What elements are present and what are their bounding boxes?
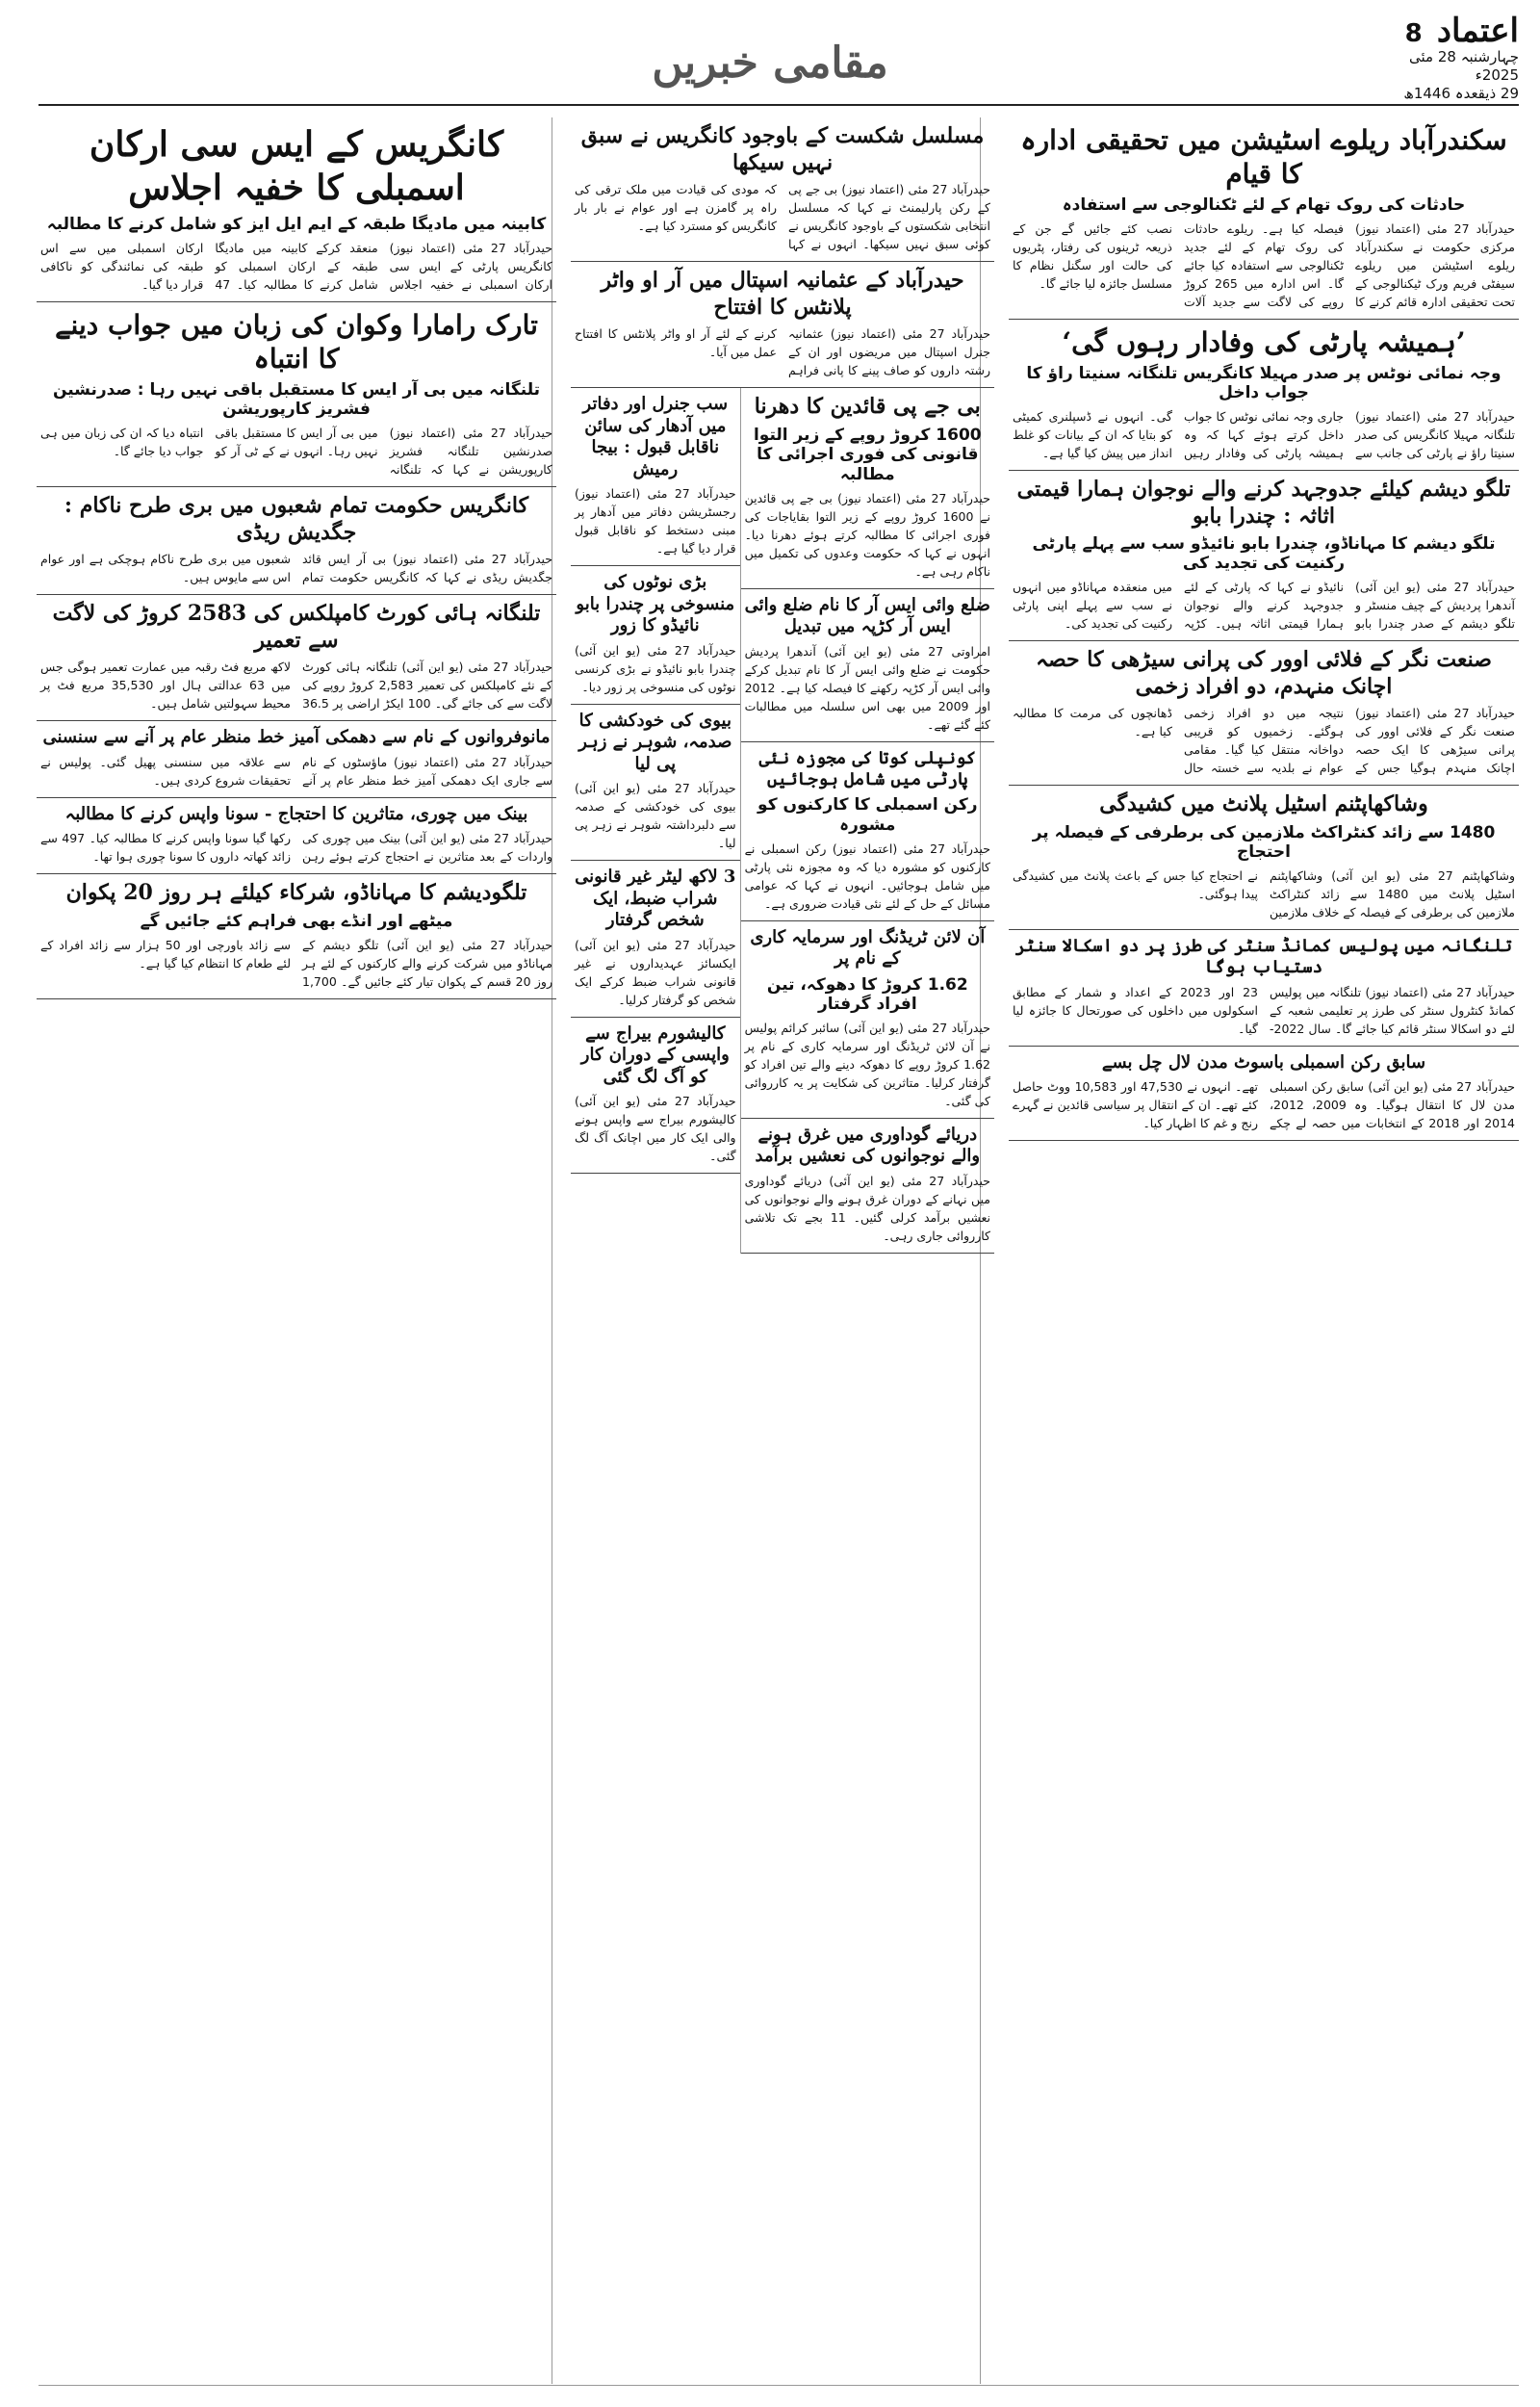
- article-body: حیدرآباد 27 مئی (یو این آئی) سائبر کرائم پولیس نے آن لائن ٹریڈنگ اور سرمایہ کاری کے نام پر 1.62 کروڑ روپے کا دھوکہ دینے والے تین افراد کو گرفتار کرلیا۔ متاثرین کی شکایت پر یہ کارروائی کی گئی۔: [744, 1020, 990, 1108]
- article-body: حیدرآباد 27 مئی (یو این آئی) آندھرا پردیش کے چیف منسٹر و تلگو دیشم کے صدر چندرا بابو نائیڈو نے کہا کہ پارٹی کے لئے جدوجہد کرنے والے نوجوان ہمارا قیمتی اثاثہ ہیں۔ کڑپہ میں منعقدہ مہاناڈو میں انہوں نے سب سے پہلے اپنی پارٹی رکنیت کی تجدید کی۔: [1013, 580, 1515, 631]
- article: [37, 798, 556, 875]
- article-headline: تلگودیشم کا مہاناڈو، شرکاء کیلئے ہر روز 20 پکوان: [65, 880, 527, 905]
- column-left: [37, 117, 556, 2384]
- article-subhead: 1480 سے زائد کنٹراکٹ ملازمین کی برطرفی کے فیصلہ پر احتجاج: [1032, 822, 1496, 862]
- article-body: حیدرآباد 27 مئی (اعتماد نیوز) بی جے پی کے رکن پارلیمنٹ نے کہا کہ مسلسل انتخابی شکستوں کے باوجود کانگریس نے کوئی سبق نہیں سیکھا۔ انہوں نے کہا کہ مودی کی قیادت میں ملک ترقی کی راہ پر گامزن ہے اور عوام نے بار بار کانگریس کو مسترد کیا ہے۔: [575, 182, 990, 251]
- article-headline: تلگو دیشم کیلئے جدوجہد کرنے والے نوجوان ہمارا قیمتی اثاثہ : چندرا بابو: [1016, 477, 1511, 529]
- article: [37, 721, 556, 798]
- article-headline: سکندرآباد ریلوے اسٹیشن میں تحقیقی ادارہ کا قیام: [1020, 124, 1507, 190]
- article-headline: مانوفروانوں کے نام سے دھمکی آمیز خط منظر عام پر آنے سے سنسنی: [42, 727, 551, 747]
- article-subhead: کابینہ میں مادیگا طبقہ کے ایم ایل ایز کو شامل کرنے کا مطالبہ: [46, 215, 547, 234]
- article-headline: ضلع وائی ایس آر کا نام ضلع وائی ایس آر کڑپہ میں تبدیل: [744, 594, 990, 636]
- masthead: [0, 0, 1540, 114]
- masthead-date-block: [1384, 13, 1519, 103]
- article-body: حیدرآباد 27 مئی (یو این آئی) ایکسائز عہدیداروں نے غیر قانونی شراب ضبط کرکے ایک شخص کو گرفتار کرلیا۔: [575, 937, 736, 1007]
- article-body: حیدرآباد 27 مئی (اعتماد نیوز) رکن اسمبلی نے کارکنوں کو مشورہ دیا کہ وہ مجوزہ نئی پارٹی میں شامل ہوجائیں۔ انہوں نے کہا کہ عوامی مسائل کے حل کے لئے نئی قیادت ضروری ہے۔: [744, 841, 990, 911]
- article-body: حیدرآباد 27 مئی (اعتماد نیوز) رجسٹریشن دفاتر میں آدھار پر مبنی دستخط کو ناقابل قبول قرار دیا گیا ہے۔: [575, 486, 736, 556]
- article: [37, 595, 556, 721]
- article-body: حیدرآباد 27 مئی (یو این آئی) تلنگانہ ہائی کورٹ کے نئے کامپلکس کی تعمیر 2,583 کروڑ روپے کی لاگت سے کی جائے گی۔ 100 ایکڑ اراضی پر 36.5 لاکھ مربع فٹ رقبہ میں عمارت تعمیر ہوگی جس میں 63 عدالتی ہال اور 35,530 مربع فٹ پر محیط سہولتیں شامل ہیں۔: [40, 660, 552, 711]
- article-headline: حیدرآباد کے عثمانیہ اسپتال میں آر او واٹر پلانٹس کا افتتاح: [601, 268, 964, 320]
- article-headline: تلنگانہ میں پولیس کمانڈ سنٹر کی طرز پر دو اسکالا سنٹر دستیاب ہوگا: [1014, 935, 1513, 977]
- date-gregorian: چہارشنبہ 28 مئی 2025ء: [1409, 48, 1519, 84]
- article: [1009, 117, 1519, 320]
- article-body: حیدرآباد 27 مئی (اعتماد نیوز) عثمانیہ جنرل اسپتال میں مریضوں اور ان کے رشتہ داروں کو صاف پینے کا پانی فراہم کرنے کے لئے آر او واٹر پلانٹس کا افتتاح عمل میں آیا۔: [575, 326, 990, 377]
- article: [37, 117, 556, 302]
- article-headline: آن لائن ٹریڈنگ اور سرمایہ کاری کے نام پر: [750, 926, 986, 969]
- article-row: [571, 388, 994, 1254]
- article-body: حیدرآباد 27 مئی (اعتماد نیوز) صنعت نگر کے فلائی اوور کی پرانی سیڑھی کا ایک حصہ اچانک منہدم ہوگیا جس کے نتیجہ میں دو افراد زخمی ہوگئے۔ زخمیوں کو قریبی دواخانہ منتقل کیا گیا۔ مقامی عوام نے بلدیہ سے خستہ حال ڈھانچوں کی مرمت کا مطالبہ کیا ہے۔: [1013, 706, 1515, 775]
- article-body: حیدرآباد 27 مئی (یو این آئی) دریائے گوداوری میں نہانے کے دوران غرق ہونے والے نوجوانوں کی نعشیں برآمد کرلی گئیں۔ 11 بجے تک تلاشی کارروائی جاری رہی۔: [744, 1173, 991, 1243]
- section-title: مقامی خبریں: [652, 39, 888, 88]
- article: [1009, 641, 1519, 786]
- article: [741, 742, 994, 921]
- article: [37, 302, 556, 487]
- article-headline: دریائے گوداوری میں غرق ہونے والے نوجوانوں کی نعشیں برآمد: [755, 1124, 981, 1166]
- article-subhead: حادثات کی روک تھام کے لئے ٹکنالوجی سے استفادہ: [1062, 195, 1466, 215]
- article: [571, 388, 740, 566]
- article-body: حیدرآباد 27 مئی (یو این آئی) کالیشورم بیراج سے واپس ہونے والی ایک کار میں اچانک آگ لگ گئی۔: [575, 1094, 736, 1163]
- column-right: [1009, 117, 1519, 2384]
- article-headline: وشاکھاپٹنم اسٹیل پلانٹ میں کشیدگی: [1099, 791, 1428, 816]
- article: [741, 388, 994, 589]
- article: [741, 589, 994, 742]
- article-headline: سابق رکن اسمبلی باسوٹ مدن لال چل بسے: [1101, 1051, 1426, 1073]
- article-subhead: تلگو دیشم کا مہاناڈو، چندرا بابو نائیڈو سب سے پہلے پارٹی رکنیت کی تجدید کی: [1032, 534, 1496, 573]
- article: [1009, 786, 1519, 930]
- article-subhead: تلنگانہ میں بی آر ایس کا مستقبل باقی نہیں رہا : صدرنشین فشریز کارپوریشن: [52, 380, 541, 419]
- article: [1009, 1047, 1519, 1142]
- article-body: حیدرآباد 27 مئی (یو این آئی) بیوی کی خودکشی کے صدمہ سے دلبرداشتہ شوہر نے زہر پی لیا۔: [575, 781, 736, 850]
- date-hijri: 29 ذیقعدہ 1446ھ: [1403, 85, 1519, 102]
- article-subhead: رکن اسمبلی کا کارکنوں کو مشورہ: [757, 794, 978, 835]
- column-middle: [571, 117, 994, 2384]
- article-body: امراوتی 27 مئی (یو این آئی) آندھرا پردیش حکومت نے ضلع وائی ایس آر کا نام تبدیل کرکے وائی ایس آر کڑپہ رکھنے کا فیصلہ کیا ہے۔ 2012 اور 2009 میں بھی اس سلسلہ میں مطالبات کئے گئے تھے۔: [744, 643, 990, 732]
- article-headline: سب جنرل اور دفاتر میں آدھار کی سائن ناقابل قبول : بیجا رمیش: [582, 394, 729, 479]
- article-body: حیدرآباد 27 مئی (اعتماد نیوز) کانگریس پارٹی کے ایس سی ارکان اسمبلی نے خفیہ اجلاس منعقد کرکے کابینہ میں مادیگا طبقہ کے ارکان اسمبلی کو شامل کرنے کا مطالبہ کیا۔ 47 ارکان اسمبلی میں سے اس طبقہ کی نمائندگی کو ناکافی قرار دیا گیا۔: [40, 241, 552, 292]
- article-body: حیدرآباد 27 مئی (اعتماد نیوز) مرکزی حکومت نے سکندرآباد ریلوے اسٹیشن میں ریلوے سیفٹی فریم ورک ٹیکنالوجی کے تحت تحقیقی ادارہ قائم کرنے کا فیصلہ کیا ہے۔ ریلوے حادثات کی روک تھام کے لئے جدید ٹکنالوجی سے استفادہ کیا جائے گا۔ اس ادارہ میں 265 کروڑ روپے کی لاگت سے جدید آلات نصب کئے جائیں گے جن کے ذریعہ ٹرینوں کی رفتار، پٹریوں کی حالت اور سگنل نظام کا مسلسل جائزہ لیا جائے گا۔: [1013, 221, 1515, 309]
- article-headline: بیوی کی خودکشی کا صدمہ، شوہر نے زہر پی لیا: [578, 710, 732, 774]
- article: [1009, 930, 1519, 1047]
- article: [571, 861, 740, 1018]
- article-body: حیدرآباد 27 مئی (یو این آئی) تلگو دیشم کے مہاناڈو میں شرکت کرنے والے کارکنوں کے لئے ہر روز 20 قسم کے پکوان تیار کئے جائیں گے۔ 1,700 سے زائد باورچی اور 50 ہزار سے زائد افراد کے لئے طعام کا انتظام کیا گیا ہے۔: [40, 937, 552, 989]
- article-subhead: 1600 کروڑ روپے کے زیر التوا قانونی کی فوری اجرائی کا مطالبہ: [753, 425, 982, 484]
- footer-rule: [38, 2385, 1519, 2386]
- article-headline: کانگریس کے ایس سی ارکان اسمبلی کا خفیہ اجلاس: [89, 124, 504, 208]
- article-body: حیدرآباد 27 مئی (اعتماد نیوز) بی آر ایس قائد جگدیش ریڈی نے کہا کہ کانگریس حکومت تمام شعبوں میں بری طرح ناکام ہوچکی ہے اور عوام اس سے مایوس ہیں۔: [40, 552, 552, 584]
- article: [571, 705, 740, 862]
- article-headline: کالیشورم بیراج سے واپسی کے دوران کار کو آگ لگ گئی: [580, 1022, 730, 1087]
- article-headline: بی جے پی قائدین کا دھرنا: [754, 394, 981, 419]
- article-body: حیدرآباد 27 مئی (اعتماد نیوز) تلنگانہ میں پولیس کمانڈ کنٹرول سنٹر کی طرز پر تعلیمی شعبہ کے لئے دو اسکالا سنٹر قائم کیا جائے گا۔ سال 2022-23 اور 2023 کے اعداد و شمار کے مطابق اسکولوں میں داخلوں کی صورتحال کا جائزہ لیا گیا۔: [1013, 984, 1515, 1036]
- article-body: حیدرآباد 27 مئی (یو این آئی) بینک میں چوری کی واردات کے بعد متاثرین نے احتجاج کرتے ہوئے رہن رکھا گیا سونا واپس کرنے کا مطالبہ کیا۔ 497 سے زائد کھاتہ داروں کا سونا چوری ہوا تھا۔: [40, 831, 552, 864]
- article-subhead: میٹھے اور انڈے بھی فراہم کئے جائیں گے: [140, 911, 453, 931]
- article-headline: تارک رامارا وکوان کی زبان میں جواب دینے کا انتباہ: [55, 309, 538, 375]
- article: [741, 1119, 994, 1254]
- article-headline: تلنگانہ ہائی کورٹ کامپلکس کی 2583 کروڑ کی لاگت سے تعمیر: [52, 601, 541, 653]
- article: [571, 117, 994, 262]
- page-number: 8: [1404, 19, 1423, 48]
- article: [1009, 471, 1519, 641]
- article-body: حیدرآباد 27 مئی (یو این آئی) چندرا بابو نائیڈو نے بڑی کرنسی نوٹوں کی منسوخی پر زور دیا۔: [575, 642, 736, 694]
- article-stack-right: [571, 388, 741, 1254]
- masthead-rule: [38, 104, 1519, 106]
- article-stack-left: [741, 388, 994, 1254]
- article: [571, 566, 740, 705]
- article-headline: صنعت نگر کے فلائی اوور کی پرانی سیڑھی کا حصہ اچانک منہدم، دو افراد زخمی: [1036, 647, 1492, 699]
- article-headline: کونپلی کوتا کی مجوزہ نئی پارٹی میں شامل ہوجائیں: [758, 747, 977, 789]
- article: [1009, 320, 1519, 471]
- article-subhead: وجہ نمائی نوٹس پر صدر مہیلا کانگریس تلنگانہ سنیتا راؤ کا جواب داخل: [1026, 364, 1502, 402]
- article-body: حیدرآباد 27 مئی (اعتماد نیوز) تلنگانہ مہیلا کانگریس کی صدر سنیتا راؤ نے پارٹی کی جانب سے جاری وجہ نمائی نوٹس کا جواب داخل کرتے ہوئے کہا کہ وہ ہمیشہ پارٹی کی وفادار رہیں گی۔ انہوں نے ڈسپلنری کمیٹی کو بتایا کہ ان کے بیانات کو غلط انداز میں پیش کیا گیا ہے۔: [1013, 409, 1515, 460]
- article: [571, 1018, 740, 1175]
- article-body: حیدرآباد 27 مئی (اعتماد نیوز) بی جے پی قائدین نے 1600 کروڑ روپے کے زیر التوا بقایاجات کی فوری اجرائی کا مطالبہ کرتے ہوئے دھرنا دیا۔ انہوں نے کہا کہ حکومت وعدوں کی تکمیل میں ناکام رہی ہے۔: [744, 490, 990, 579]
- paper-logo: اعتماد: [1436, 12, 1519, 50]
- article-body: حیدرآباد 27 مئی (یو این آئی) سابق رکن اسمبلی مدن لال کا انتقال ہوگیا۔ وہ 2009، 2012، 2014 اور 2018 کے انتخابات میں حصہ لے چکے تھے۔ انہوں نے 47,530 اور 10,583 ووٹ حاصل کئے تھے۔ ان کے انتقال پر سیاسی قائدین نے گہرے رنج و غم کا اظہار کیا۔: [1013, 1079, 1515, 1130]
- article-headline: کانگریس حکومت تمام شعبوں میں بری طرح ناکام : جگدیش ریڈی: [64, 493, 529, 545]
- article: [37, 874, 556, 999]
- article-headline: بڑی نوٹوں کی منسوخی پر چندرا بابو نائیڈو کا زور: [576, 572, 735, 635]
- article: [571, 262, 994, 388]
- article-headline: مسلسل شکست کے باوجود کانگریس نے سبق نہیں سیکھا: [580, 123, 985, 175]
- article-headline: ’ہمیشہ پارٹی کی وفادار رہوں گی‘: [1062, 326, 1466, 358]
- article-body: وشاکھاپٹنم 27 مئی (یو این آئی) وشاکھاپٹنم اسٹیل پلانٹ میں 1480 سے زائد کنٹراکٹ ملازمین کی برطرفی کے فیصلہ کے خلاف ملازمین نے احتجاج کیا جس کے باعث پلانٹ میں کشیدگی پیدا ہوگئی۔: [1013, 867, 1515, 919]
- article: [741, 921, 994, 1119]
- article-body: حیدرآباد 27 مئی (اعتماد نیوز) صدرنشین تلنگانہ فشریز کارپوریشن نے کہا کہ تلنگانہ میں بی آر ایس کا مستقبل باقی نہیں رہا۔ انہوں نے کے ٹی آر کو انتباہ دیا کہ ان کی زبان میں ہی جواب دیا جائے گا۔: [40, 426, 552, 477]
- article-subhead: 1.62 کروڑ کا دھوکہ، تین افراد گرفتار: [766, 974, 968, 1014]
- article-headline: بینک میں چوری، متاثرین کا احتجاج - سونا واپس کرنے کا مطالبہ: [64, 803, 528, 824]
- article-headline: 3 لاکھ لیٹر غیر قانونی شراب ضبط، ایک شخص گرفتار: [575, 867, 736, 930]
- article-body: حیدرآباد 27 مئی (اعتماد نیوز) ماؤسٹوں کے نام سے جاری ایک دھمکی آمیز خط منظر عام پر آنے سے علاقہ میں سنسنی پھیل گئی۔ پولیس نے تحقیقات شروع کردی ہیں۔: [40, 754, 552, 788]
- article: [37, 487, 556, 595]
